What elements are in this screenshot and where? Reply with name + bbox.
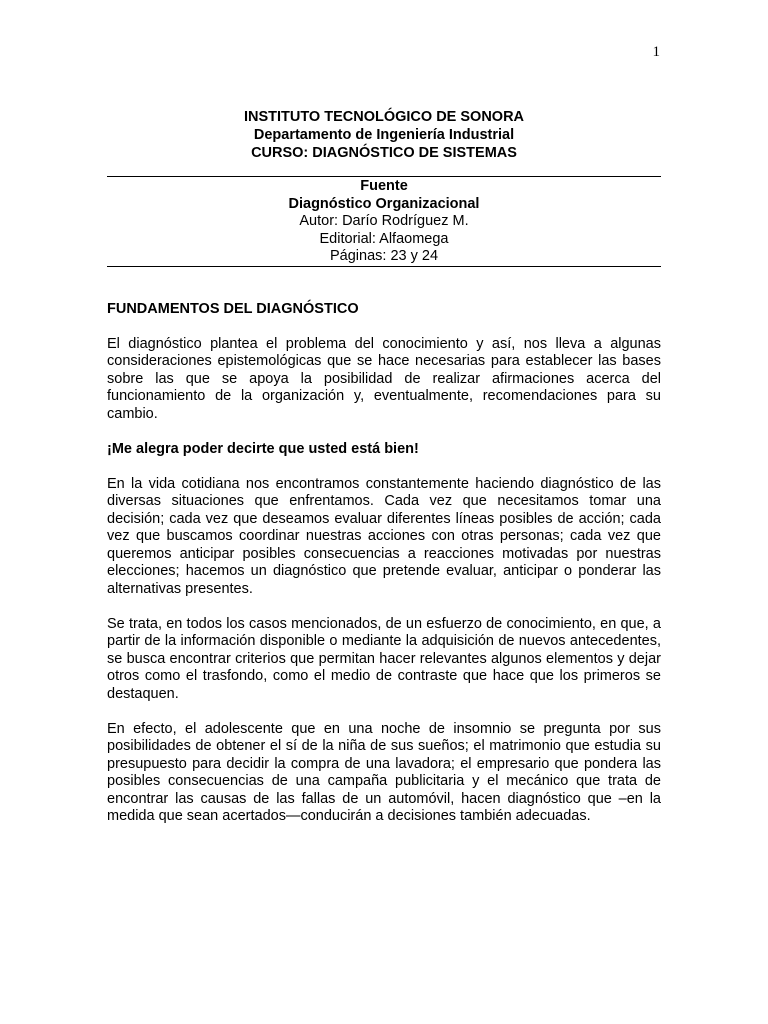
paragraph: El diagnóstico plantea el problema del conocimiento y así, nos lleva a algunas consideraciones epistemológicas que se hace necesarias para establecer las bases sobre las que se apoya la posibilidad de realizar afirmaciones acerca del funcionamiento de la organización y, eventualmente, recomendaciones para su cambio. bbox=[107, 335, 661, 422]
section-title: FUNDAMENTOS DEL DIAGNÓSTICO bbox=[107, 301, 359, 317]
source-title: Diagnóstico Organizacional bbox=[288, 195, 480, 212]
source-author: Autor: Darío Rodríguez M. bbox=[299, 213, 469, 229]
document-body bbox=[107, 301, 661, 843]
source-block bbox=[107, 178, 661, 266]
course-name: CURSO: DIAGNÓSTICO DE SISTEMAS bbox=[251, 145, 517, 161]
subheading: ¡Me alegra poder decirte que usted está bien! bbox=[107, 440, 419, 457]
document-header bbox=[107, 108, 661, 162]
source-label: Fuente bbox=[360, 178, 408, 194]
bottom-divider bbox=[107, 266, 661, 267]
top-divider bbox=[107, 176, 661, 177]
source-publisher: Editorial: Alfaomega bbox=[319, 230, 449, 247]
paragraph: En la vida cotidiana nos encontramos constantemente haciendo diagnóstico de las diversas situaciones que enfrentamos. Cada vez que necesitamos tomar una decisión; cada vez que deseamos evaluar diferentes líneas posibles de acción; cada vez que buscamos coordinar nuestras acciones con otras personas; cada vez que queremos anticipar posibles consecuencias a reacciones motivadas por nuestras elecciones; hacemos un diagnóstico que pretende evaluar, anticipar o ponderar las alternativas presentes. bbox=[107, 475, 661, 597]
source-pages: Páginas: 23 y 24 bbox=[329, 248, 439, 264]
paragraph: Se trata, en todos los casos mencionados, de un esfuerzo de conocimiento, en que, a partir de la información disponible o mediante la adquisición de nuevos antecedentes, se busca encontrar criterios que permitan hacer relevantes algunos elementos y dejar otros como el trasfondo, como el medio de contraste que hace que los primeros se destaquen. bbox=[107, 615, 661, 702]
paragraph: En efecto, el adolescente que en una noche de insomnio se pregunta por sus posibilidades de obtener el sí de la niña de sus sueños; el matrimonio que estudia su presupuesto para decidir la compra de una lavadora; el empresario que pondera las posibles consecuencias de una campaña publicitaria y el mecánico que trata de encontrar las causas de las fallas de un automóvil, hacen diagnóstico que –en la medida que sean acertados—conducirán a decisiones también adecuadas. bbox=[107, 720, 661, 824]
institution-name: INSTITUTO TECNOLÓGICO DE SONORA bbox=[243, 109, 525, 125]
department-name: Departamento de Ingeniería Industrial bbox=[253, 127, 515, 143]
page-number: 1 bbox=[652, 44, 660, 60]
